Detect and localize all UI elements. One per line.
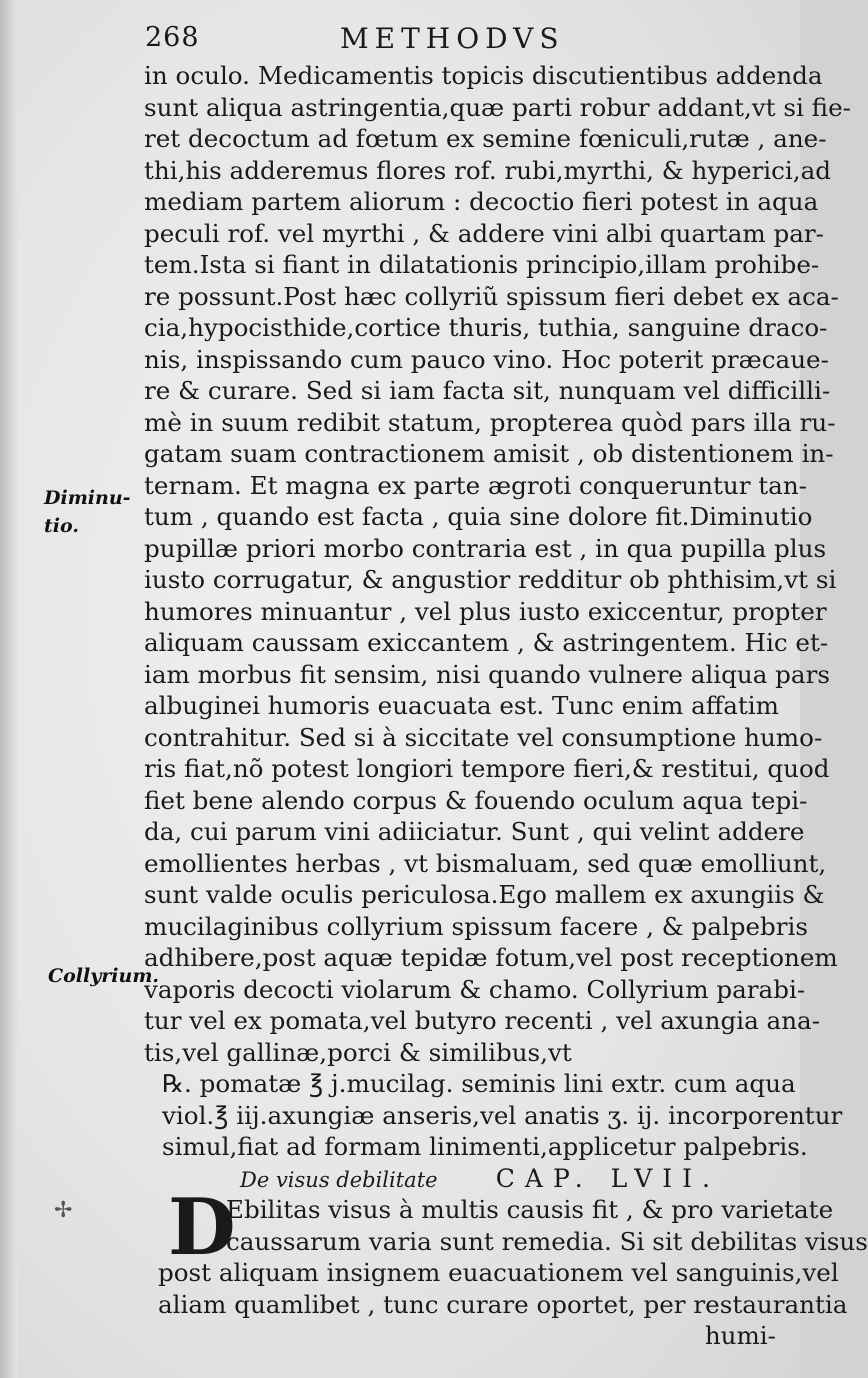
page-number: 268 bbox=[145, 22, 200, 53]
text-line: aliam quamlibet , tunc curare oportet, per restaurantia bbox=[158, 1289, 848, 1319]
text-line: fiet bene alendo corpus & fouendo oculum aqua tepi- bbox=[144, 785, 808, 815]
text-line: mucilaginibus collyrium spissum facere , & palpebris bbox=[144, 911, 809, 941]
text-line: re & curare. Sed si iam facta sit, nunquam vel difficilli- bbox=[144, 376, 831, 405]
margin-note-collyrium bbox=[48, 962, 160, 990]
margin-note-diminutio-text: Diminu- tio. bbox=[44, 487, 131, 537]
text-line: tum , quando est facta , quia sine dolore fit.Diminutio bbox=[144, 502, 813, 531]
chapter-opening bbox=[144, 1182, 868, 1352]
main-text-block bbox=[144, 60, 868, 1352]
text-line: peculi rof. vel myrthi , & addere vini albi quartam par- bbox=[144, 218, 824, 248]
text-line: adhibere,post aquæ tepidæ fotum,vel post receptionem bbox=[144, 943, 838, 972]
text-line: ret decoctum ad fœtum ex semine fœniculi,rutæ , ane- bbox=[144, 124, 827, 153]
running-title: METHODVS bbox=[340, 22, 565, 55]
text-line: sunt valde oculis periculosa.Ego mallem ex axungiis & bbox=[144, 880, 825, 909]
text-line: aliquam caussam exiccantem , & astringentem. Hic et- bbox=[144, 628, 829, 657]
text-line: iusto corrugatur, & angustior redditur ob phthisim,vt si bbox=[144, 565, 837, 594]
text-line: ternam. Et magna ex parte ægroti conqueruntur tan- bbox=[144, 470, 807, 500]
text-line: ris fiat,nõ potest longiori tempore fieri,& restitui, quod bbox=[144, 754, 830, 783]
text-line: cia,hypocisthide,cortice thuris, tuthia, sanguine draco- bbox=[144, 313, 828, 342]
text-line: pupillæ priori morbo contraria est , in qua pupilla plus bbox=[144, 533, 827, 563]
chapter-label: CAP. LVII. bbox=[495, 1163, 720, 1193]
text-line: in oculo. Medicamentis topicis discutientibus addenda bbox=[144, 61, 823, 90]
recipe-line: ℞. pomatæ ℥ j.mucilag. seminis lini extr. cum aqua bbox=[162, 1069, 796, 1098]
text-line: contrahitur. Sed si à siccitate vel consumptione humo- bbox=[144, 722, 823, 752]
text-line: thi,his adderemus flores rof. rubi,myrthi, & hyperici,ad bbox=[144, 155, 831, 185]
margin-note-collyrium-text: Collyrium. bbox=[48, 965, 160, 987]
text-line: nis, inspissando cum pauco vino. Hoc poterit præcaue- bbox=[144, 344, 829, 374]
drop-cap: D bbox=[168, 1182, 236, 1273]
text-line: mediam partem aliorum : decoctio fieri potest in aqua bbox=[144, 187, 819, 216]
chapter-heading bbox=[144, 1163, 776, 1195]
text-line: vaporis decocti violarum & chamo. Collyrium parabi- bbox=[144, 974, 806, 1004]
chapter-subtitle: De visus debilitate bbox=[240, 1167, 438, 1192]
text-line: emollientes herbas , vt bismaluam, sed quæ emolliunt, bbox=[144, 848, 827, 878]
text-line: humores minuantur , vel plus iusto exiccentur, propter bbox=[144, 596, 827, 626]
margin-note-diminutio bbox=[44, 484, 144, 540]
recipe-line: simul,fiat ad formam linimenti,applicetur palpebris. bbox=[162, 1132, 808, 1161]
recipe-line: viol.℥ iij.axungiæ anseris,vel anatis ʒ. ij. incorporentur bbox=[162, 1100, 843, 1130]
text-line: Ebilitas visus à multis causis fit , & pro varietate bbox=[226, 1195, 834, 1224]
text-line: da, cui parum vini adiiciatur. Sunt , qui velint addere bbox=[144, 817, 805, 846]
page-edge-shadow bbox=[0, 0, 18, 1378]
text-line: re possunt.Post hæc collyriũ spissum fieri debet ex aca- bbox=[144, 281, 839, 311]
text-line: post aliquam insignem euacuationem vel sanguinis,vel bbox=[158, 1258, 839, 1287]
margin-ornament-icon: ✢ bbox=[54, 1198, 73, 1223]
page-header bbox=[0, 22, 800, 58]
text-line: tur vel ex pomata,vel butyro recenti , vel axungia ana- bbox=[144, 1006, 821, 1035]
text-line: iam morbus fit sensim, nisi quando vulnere aliqua pars bbox=[144, 659, 830, 689]
text-line: gatam suam contractionem amisit , ob distentionem in- bbox=[144, 439, 834, 468]
catchword: humi- bbox=[704, 1321, 776, 1350]
text-line: mè in suum redibit statum, propterea quòd pars illa ru- bbox=[144, 407, 836, 437]
text-line: albuginei humoris euacuata est. Tunc enim affatim bbox=[144, 691, 779, 720]
text-line: tis,vel gallinæ,porci & similibus,vt bbox=[144, 1037, 572, 1067]
text-line: sunt aliqua astringentia,quæ parti robur addant,vt si fie- bbox=[144, 92, 851, 122]
text-line: caussarum varia sunt remedia. Si sit debilitas visus bbox=[226, 1226, 868, 1256]
text-line: tem.Ista si fiant in dilatationis principio,illam prohibe- bbox=[144, 250, 820, 279]
